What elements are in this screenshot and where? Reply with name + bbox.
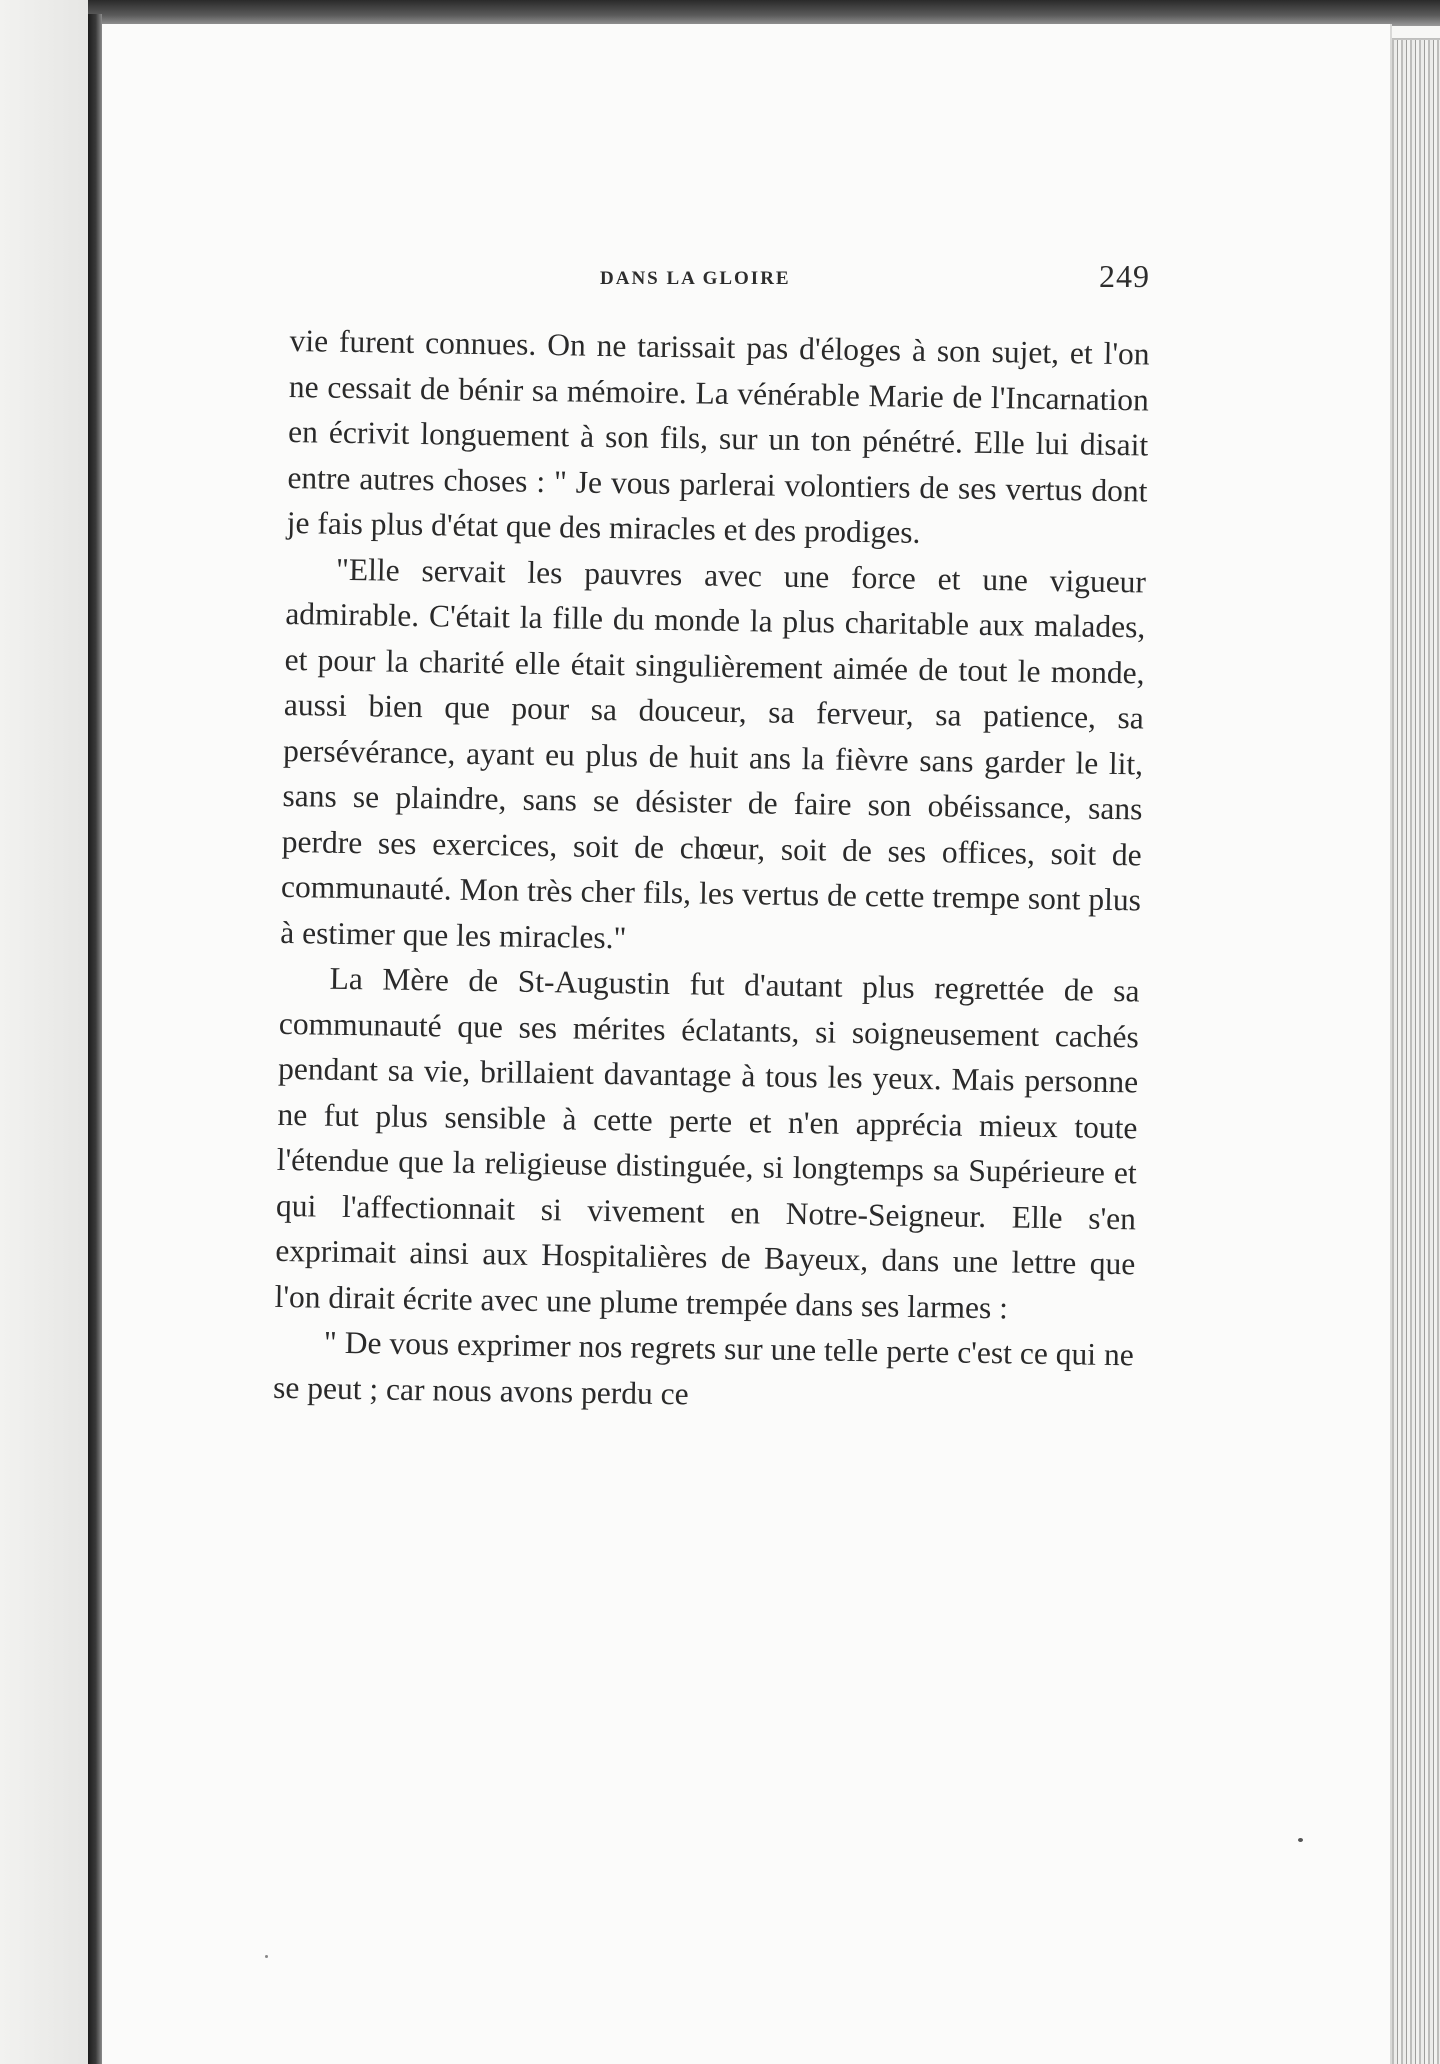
paragraph-3: La Mère de St-Augustin fut d'autant plus regrettée de sa communauté que ses mérites éclatants, si soigneusement cachés pendant sa vie, brillaient davantage à tous les yeux. Mais personne ne fut plus sensible à cette perte et n'en apprécia mieux toute l'étendue que la religieuse distinguée, si longtemps sa Supérieure et qui l'affectionnait si vivement en Notre-Seigneur. Elle s'en exprimait ainsi aux Hospitalières de Bayeux, dans une lettre que l'on dirait écrite avec une plume trempée dans ses larmes : (274, 960, 1140, 1325)
dust-speck (1298, 1838, 1303, 1842)
page-number: 249 (1099, 258, 1150, 294)
previous-page-sliver (0, 0, 88, 2064)
running-head (290, 258, 1150, 302)
page-stack-edges (1392, 40, 1440, 2064)
body-text (273, 318, 1150, 1423)
paragraph-1: vie furent connues. On ne tarissait pas d'éloges à son sujet, et l'on ne cessait de bénir sa mémoire. La vénérable Marie de l'Incarnation en écrivit longuement à son fils, sur un ton pénétré. Elle lui disait entre autres choses : " Je vous parlerai volontiers de ses vertus dont je fais plus d'état que des miracles et des prodiges. (286, 322, 1150, 550)
paragraph-4: " De vous exprimer nos regrets sur une telle perte c'est ce qui ne se peut ; car nous avons perdu ce (272, 1324, 1135, 1411)
dust-speck (265, 1955, 268, 1958)
paragraph-2: "Elle servait les pauvres avec une force et une vigueur admirable. C'était la fille du monde la plus charitable aux malades, et pour la charité elle était singulièrement aimée de tout le monde, aussi bien que pour sa douceur, sa ferveur, sa patience, sa persévérance, ayant eu plus de huit ans la fièvre sans garder le lit, sans se plaindre, sans se désister de faire son obéissance, sans perdre ses exercices, soit de chœur, soit de ses offices, soit de communauté. Mon très cher fils, les vertus de cette trempe sont plus à estimer que les miracles." (280, 551, 1147, 955)
scanner-background-strip (0, 0, 1440, 26)
book-gutter (88, 14, 102, 2064)
running-head-title: DANS LA GLOIRE (600, 268, 791, 289)
